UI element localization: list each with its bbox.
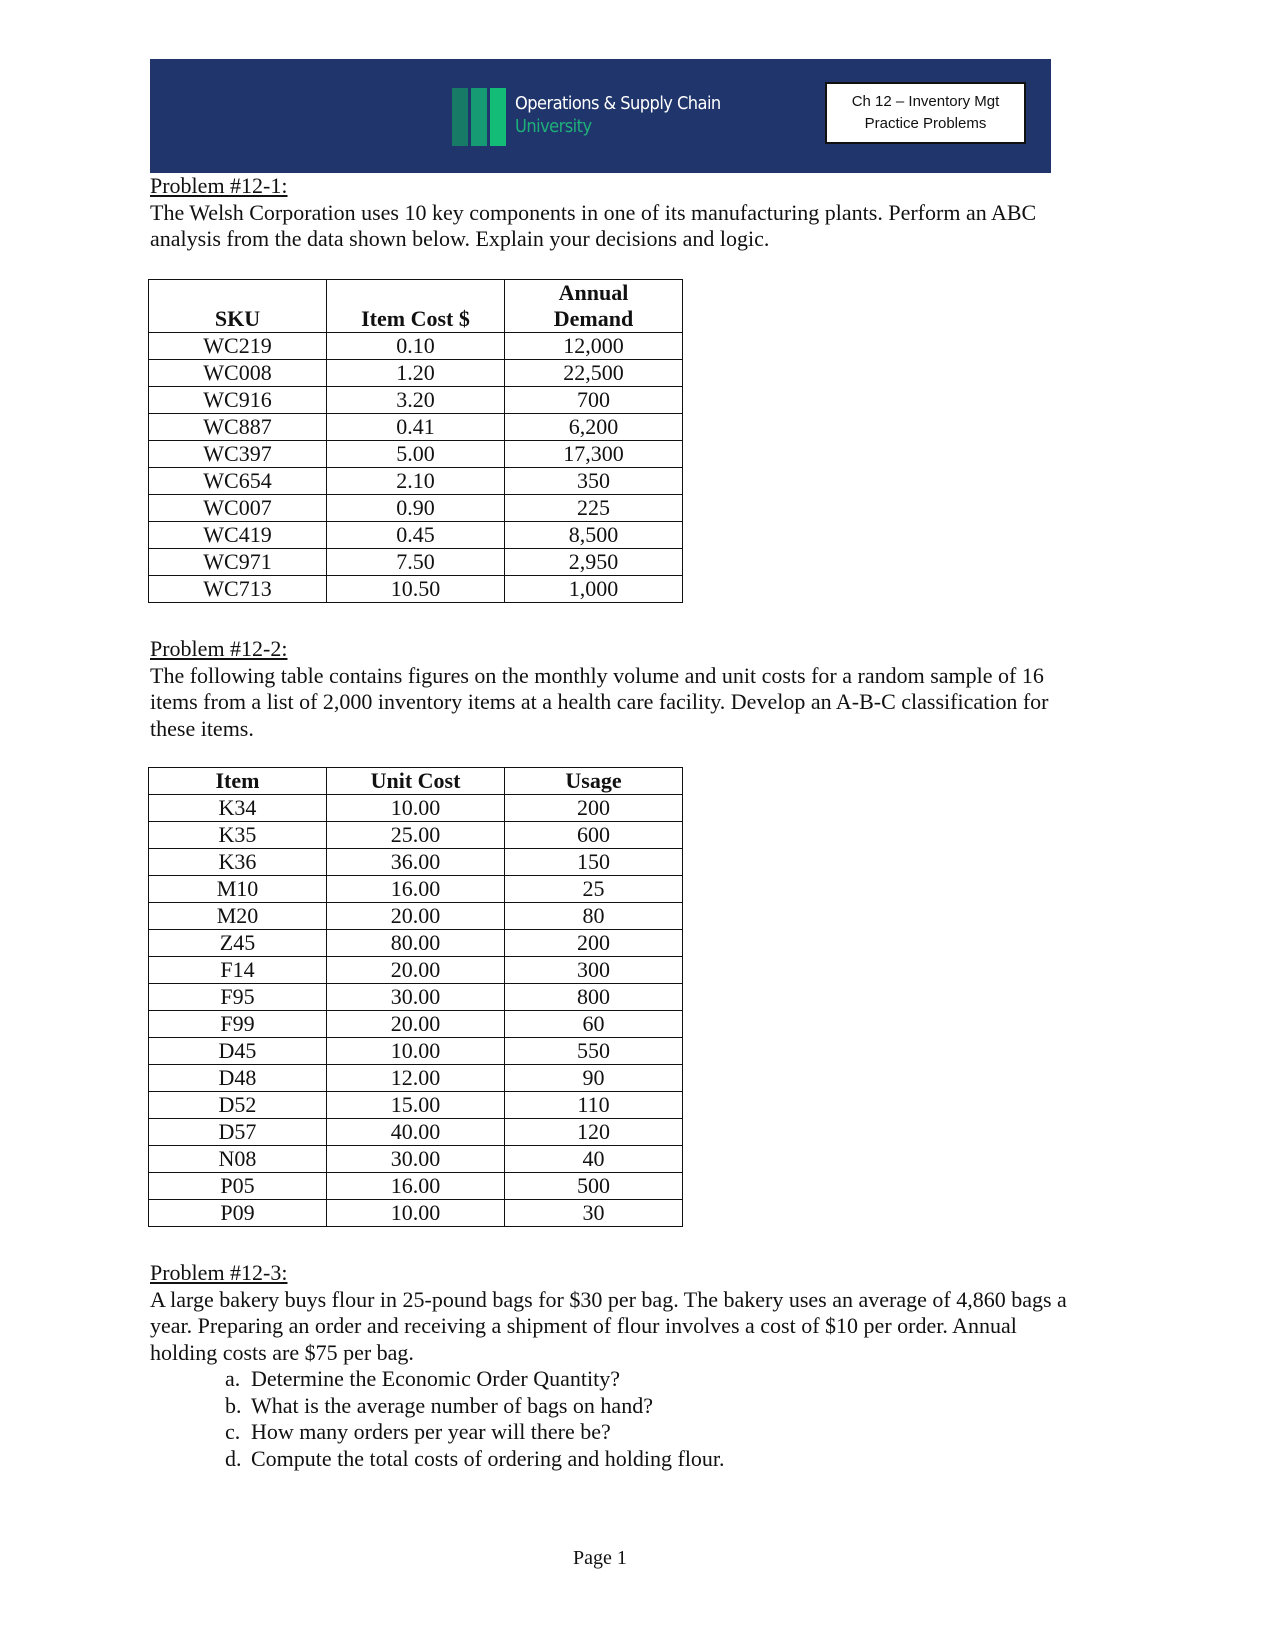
cell-item-cost: 0.45: [327, 522, 505, 549]
logo-bar-1: [452, 88, 468, 146]
table-row: [149, 1065, 683, 1092]
question-item: d. Compute the total costs of ordering and holding flour.: [225, 1445, 725, 1471]
table-row: [149, 522, 683, 549]
cell-sku: WC008: [149, 360, 327, 387]
table-row: [149, 957, 683, 984]
table-row: [149, 1200, 683, 1227]
cell-item-cost: 7.50: [327, 549, 505, 576]
question-list: [150, 1366, 1080, 1472]
table-row: [149, 495, 683, 522]
table-row: [149, 984, 683, 1011]
column-header-item-cost: Item Cost $: [327, 280, 505, 333]
cell-usage: 300: [505, 957, 683, 984]
cell-unit-cost: 15.00: [327, 1092, 505, 1119]
table-row: [149, 903, 683, 930]
cell-item: F14: [149, 957, 327, 984]
table-row: [149, 1173, 683, 1200]
logo-bar-3: [490, 88, 506, 146]
table-row: [149, 468, 683, 495]
logo-bar-2: [471, 88, 487, 146]
cell-annual-demand: 8,500: [505, 522, 683, 549]
item-cost-usage-table: [148, 767, 683, 1227]
problem-title: Problem #12-1:: [150, 173, 288, 198]
column-header-annual-demand: Annual Demand: [505, 280, 683, 333]
cell-item: M10: [149, 876, 327, 903]
cell-annual-demand: 1,000: [505, 576, 683, 603]
cell-item-cost: 3.20: [327, 387, 505, 414]
question-item: b. What is the average number of bags on hand?: [225, 1392, 653, 1418]
table-row: [149, 1038, 683, 1065]
cell-annual-demand: 2,950: [505, 549, 683, 576]
cell-unit-cost: 10.00: [327, 1038, 505, 1065]
cell-usage: 25: [505, 876, 683, 903]
cell-usage: 600: [505, 822, 683, 849]
cell-usage: 550: [505, 1038, 683, 1065]
cell-item: N08: [149, 1146, 327, 1173]
cell-sku: WC419: [149, 522, 327, 549]
cell-item: D45: [149, 1038, 327, 1065]
cell-annual-demand: 22,500: [505, 360, 683, 387]
cell-item: M20: [149, 903, 327, 930]
table-row: [149, 576, 683, 603]
cell-sku: WC397: [149, 441, 327, 468]
cell-annual-demand: 12,000: [505, 333, 683, 360]
column-header-sku: SKU: [149, 280, 327, 333]
page-number: Page 1: [573, 1547, 627, 1569]
cell-unit-cost: 30.00: [327, 984, 505, 1011]
sku-cost-demand-table: [148, 279, 683, 603]
cell-usage: 40: [505, 1146, 683, 1173]
cell-item: P09: [149, 1200, 327, 1227]
table-row: [149, 822, 683, 849]
cell-item-cost: 2.10: [327, 468, 505, 495]
cell-item: K35: [149, 822, 327, 849]
table-row: [149, 441, 683, 468]
chapter-title: Ch 12 – Inventory Mgt: [851, 93, 1000, 110]
problem-12-3: [150, 1260, 1080, 1472]
cell-sku: WC007: [149, 495, 327, 522]
cell-item: D57: [149, 1119, 327, 1146]
table-row: [149, 795, 683, 822]
cell-sku: WC219: [149, 333, 327, 360]
problem-title: Problem #12-2:: [150, 636, 288, 661]
cell-item: F99: [149, 1011, 327, 1038]
cell-unit-cost: 12.00: [327, 1065, 505, 1092]
problem-12-2: [150, 636, 1080, 742]
column-header-usage: Usage: [505, 768, 683, 795]
table-header-row: [149, 280, 683, 333]
cell-usage: 80: [505, 903, 683, 930]
cell-unit-cost: 16.00: [327, 876, 505, 903]
table-row: [149, 549, 683, 576]
cell-item: P05: [149, 1173, 327, 1200]
cell-item-cost: 5.00: [327, 441, 505, 468]
column-header-item: Item: [149, 768, 327, 795]
cell-item-cost: 0.41: [327, 414, 505, 441]
cell-sku: WC971: [149, 549, 327, 576]
cell-item: Z45: [149, 930, 327, 957]
table-row: [149, 414, 683, 441]
logo-text: [515, 93, 736, 139]
cell-sku: WC916: [149, 387, 327, 414]
cell-item: K36: [149, 849, 327, 876]
logo-title: Operations & Supply Chain: [515, 94, 721, 114]
table-row: [149, 1119, 683, 1146]
cell-usage: 500: [505, 1173, 683, 1200]
cell-unit-cost: 20.00: [327, 903, 505, 930]
problem-title: Problem #12-3:: [150, 1260, 288, 1285]
cell-item: F95: [149, 984, 327, 1011]
cell-unit-cost: 20.00: [327, 1011, 505, 1038]
cell-usage: 800: [505, 984, 683, 1011]
cell-item-cost: 10.50: [327, 576, 505, 603]
problem-statement: The Welsh Corporation uses 10 key components in one of its manufacturing plants. Perform an ABC analysis from the data shown below. Explain your decisions and logic.: [150, 199, 1037, 251]
cell-item: D52: [149, 1092, 327, 1119]
problem-statement: The following table contains figures on the monthly volume and unit costs for a random sample of 16 items from a list of 2,000 inventory items at a health care facility. Develop an A-B-C classification for these items.: [150, 662, 1049, 741]
column-header-unit-cost: Unit Cost: [327, 768, 505, 795]
table-row: [149, 1092, 683, 1119]
university-logo: [452, 88, 736, 146]
cell-usage: 30: [505, 1200, 683, 1227]
cell-item: K34: [149, 795, 327, 822]
problem-12-1: [150, 173, 1080, 253]
chapter-subtitle: Practice Problems: [864, 115, 987, 132]
cell-unit-cost: 36.00: [327, 849, 505, 876]
cell-usage: 120: [505, 1119, 683, 1146]
cell-sku: WC654: [149, 468, 327, 495]
cell-item: D48: [149, 1065, 327, 1092]
cell-sku: WC713: [149, 576, 327, 603]
cell-usage: 150: [505, 849, 683, 876]
chapter-label-box: [825, 82, 1026, 144]
table-row: [149, 930, 683, 957]
logo-subtitle: University: [515, 117, 592, 137]
table-row: [149, 1011, 683, 1038]
cell-usage: 200: [505, 930, 683, 957]
cell-annual-demand: 350: [505, 468, 683, 495]
table-row: [149, 387, 683, 414]
cell-unit-cost: 40.00: [327, 1119, 505, 1146]
cell-usage: 200: [505, 795, 683, 822]
table-row: [149, 360, 683, 387]
table-row: [149, 849, 683, 876]
cell-annual-demand: 6,200: [505, 414, 683, 441]
cell-sku: WC887: [149, 414, 327, 441]
table-row: [149, 876, 683, 903]
problem-statement: A large bakery buys flour in 25-pound bags for $30 per bag. The bakery uses an average of 4,860 bags a year. Preparing an order and receiving a shipment of flour involves a cost of $10 per order. Annual holding costs are $75 per bag.: [150, 1286, 1067, 1365]
cell-unit-cost: 16.00: [327, 1173, 505, 1200]
cell-usage: 90: [505, 1065, 683, 1092]
three-vertical-bars-logo-icon: [452, 88, 506, 146]
table-row: [149, 1146, 683, 1173]
cell-unit-cost: 20.00: [327, 957, 505, 984]
table-header-row: [149, 768, 683, 795]
cell-usage: 60: [505, 1011, 683, 1038]
cell-unit-cost: 10.00: [327, 795, 505, 822]
question-item: c. How many orders per year will there be?: [225, 1419, 611, 1444]
cell-annual-demand: 17,300: [505, 441, 683, 468]
cell-unit-cost: 30.00: [327, 1146, 505, 1173]
table-row: [149, 333, 683, 360]
cell-unit-cost: 10.00: [327, 1200, 505, 1227]
cell-annual-demand: 700: [505, 387, 683, 414]
cell-unit-cost: 80.00: [327, 930, 505, 957]
cell-item-cost: 1.20: [327, 360, 505, 387]
cell-unit-cost: 25.00: [327, 822, 505, 849]
question-item: a. Determine the Economic Order Quantity?: [225, 1366, 620, 1391]
cell-usage: 110: [505, 1092, 683, 1119]
header-banner: [150, 59, 1051, 173]
cell-annual-demand: 225: [505, 495, 683, 522]
cell-item-cost: 0.10: [327, 333, 505, 360]
cell-item-cost: 0.90: [327, 495, 505, 522]
